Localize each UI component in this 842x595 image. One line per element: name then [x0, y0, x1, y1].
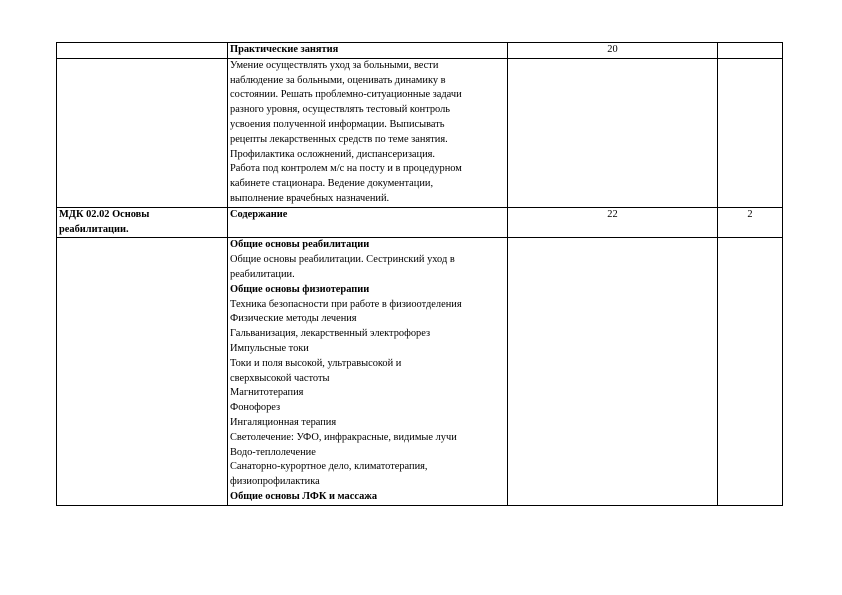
topic-cell	[228, 43, 508, 59]
text-line: разного уровня, осуществлять тестовый контроль	[230, 104, 451, 116]
topic-line: Техника безопасности при работе в физиоотделения	[230, 298, 462, 310]
topic-cell	[228, 58, 508, 207]
practical-title: Практические занятия	[230, 44, 339, 55]
topic-line: Общие основы реабилитации. Сестринский уход в	[230, 254, 455, 266]
table-row	[57, 207, 783, 238]
text-line: выполнение врачебных назначений.	[230, 192, 390, 204]
topic-line: физиопрофилактика	[230, 476, 320, 488]
table-row	[57, 58, 783, 207]
text-line: Работа под контролем м/с на посту и в процедурном	[230, 163, 462, 175]
topic-heading: Общие основы физиотерапии	[230, 283, 370, 295]
section-cell	[57, 207, 228, 238]
table-row	[57, 43, 783, 59]
hours-cell	[508, 238, 718, 505]
topic-line: Импульсные токи	[230, 342, 309, 354]
topic-line: Ингаляционная терапия	[230, 416, 337, 428]
text-line: Умение осуществлять уход за больными, вести	[230, 59, 439, 71]
topic-heading: Общие основы ЛФК и массажа	[230, 490, 378, 502]
module-title-line: МДК 02.02 Основы	[59, 208, 150, 220]
level-cell	[718, 58, 783, 207]
module-title-line: реабилитации.	[59, 223, 129, 235]
section-cell	[57, 58, 228, 207]
topic-line: сверхвысокой частоты	[230, 372, 330, 384]
topic-line: Гальванизация, лекарственный электрофорез	[230, 328, 431, 340]
hours-cell: 20	[508, 43, 718, 59]
topic-line: Санаторно-курортное дело, климатотерапия,	[230, 461, 428, 473]
topic-line: Физические методы лечения	[230, 313, 357, 325]
topic-line: реабилитации.	[230, 268, 295, 280]
topic-line: Водо-теплолечение	[230, 446, 316, 458]
text-line: состоянии. Решать проблемно-ситуационные задачи	[230, 89, 462, 101]
level-cell	[718, 43, 783, 59]
section-cell	[57, 238, 228, 505]
topic-line: Светолечение: УФО, инфракрасные, видимые лучи	[230, 431, 457, 443]
topic-heading: Общие основы реабилитации	[230, 239, 370, 251]
text-line: Профилактика осложнений, диспансеризация.	[230, 148, 436, 160]
content-title: Содержание	[230, 208, 288, 220]
hours-cell: 22	[508, 207, 718, 238]
text-line: рецепты лекарственных средств по теме занятия.	[230, 133, 448, 145]
text-line: усвоения полученной информации. Выписывать	[230, 118, 445, 130]
table-row	[57, 238, 783, 505]
topic-cell	[228, 207, 508, 238]
curriculum-table	[56, 42, 783, 506]
topic-line: Фонофорез	[230, 402, 281, 414]
topic-line: Магнитотерапия	[230, 387, 304, 399]
level-cell	[718, 238, 783, 505]
level-cell: 2	[718, 207, 783, 238]
hours-cell	[508, 58, 718, 207]
topic-line: Токи и поля высокой, ультравысокой и	[230, 357, 402, 369]
topic-cell	[228, 238, 508, 505]
text-line: кабинете стационара. Ведение документации,	[230, 178, 434, 190]
section-cell	[57, 43, 228, 59]
text-line: наблюдение за больными, оценивать динамику в	[230, 74, 446, 86]
